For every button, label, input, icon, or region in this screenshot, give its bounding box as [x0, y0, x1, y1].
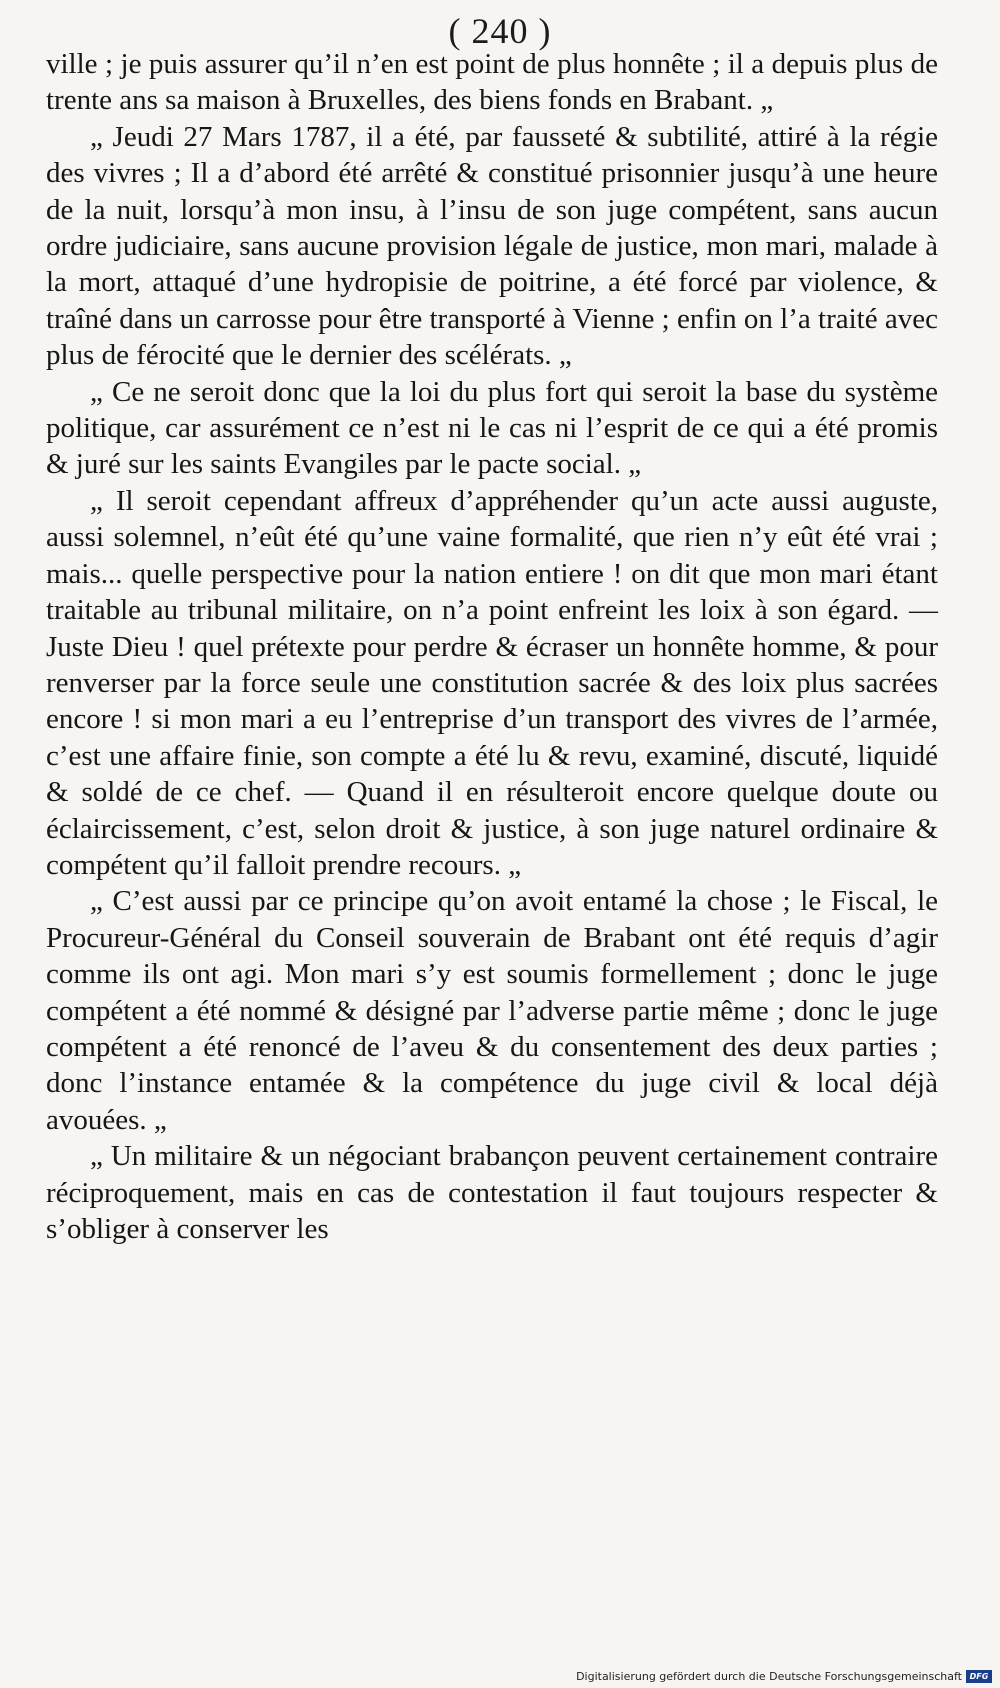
paragraph-6: „ Un militaire & un négociant brabançon peuvent certainement contraire réciproquement, mais en cas de contestation il faut toujours respecter & s’obliger à conserver les [46, 1140, 938, 1245]
paragraph-5: „ C’est aussi par ce principe qu’on avoit entamé la chose ; le Fiscal, le Procureur-Général du Conseil souverain de Brabant ont été requis d’agir comme ils ont agi. Mon mari s’y est soumis formellement ; donc le juge compétent a été nommé & désigné par l’adverse partie même ; donc le juge compétent a été renoncé de l’aveu & du consentement des deux parties ; donc l’instance entamée & la compétence du juge civil & local déjà avouées. „ [46, 885, 938, 1136]
paragraph-4: „ Il seroit cependant affreux d’appréhender qu’un acte aussi auguste, aussi solemnel, n’eût été qu’une vaine formalité, que rien n’y eût été vrai ; mais... quelle perspective pour la nation entiere ! on dit que mon mari étant traitable au tribunal militaire, on n’a point enfreint les loix à son égard. — Juste Dieu ! quel prétexte pour perdre & écraser un honnête homme, & pour renverser par la force seule une constitution sacrée & des loix plus sacrées encore ! si mon mari a eu l’entreprise d’un transport des vivres de l’armée, c’est une affaire finie, son compte a été lu & revu, examiné, discuté, liquidé & soldé de ce chef. — Quand il en résulteroit encore quelque doute ou éclaircissement, c’est, selon droit & justice, à son juge naturel ordinaire & compétent qu’il falloit prendre recours. „ [46, 484, 938, 881]
page-number: ( 240 ) [448, 11, 552, 51]
digitization-credit [576, 1670, 992, 1683]
credit-text: Digitalisierung gefördert durch die Deutsche Forschungsgemeinschaft [576, 1670, 962, 1683]
body-text [46, 46, 938, 1247]
paragraph-3: „ Ce ne seroit donc que la loi du plus fort qui seroit la base du système politique, car assurément ce n’est ni le cas ni l’esprit de ce qui a été promis & juré sur les saints Evangiles par le pacte social. „ [46, 375, 938, 481]
paragraph-2: „ Jeudi 27 Mars 1787, il a été, par fausseté & subtilité, attiré à la régie des vivres ; Il a d’abord été arrêté & constitué prisonnier jusqu’à une heure de la nuit, lorsqu’à mon insu, à l’insu de son juge compétent, sans aucun ordre judiciaire, sans aucune provision légale de justice, mon mari, malade à la mort, attaqué d’une hydropisie de poitrine, a été forcé par violence, & traîné dans un carrosse pour être transporté à Vienne ; enfin on l’a traité avec plus de férocité que le dernier des scélérats. „ [46, 120, 938, 372]
paragraph-1: ville ; je puis assurer qu’il n’en est point de plus honnête ; il a depuis plus de trente ans sa maison à Bruxelles, des biens fonds en Brabant. „ [46, 48, 938, 117]
dfg-logo-icon: DFG [966, 1670, 992, 1683]
